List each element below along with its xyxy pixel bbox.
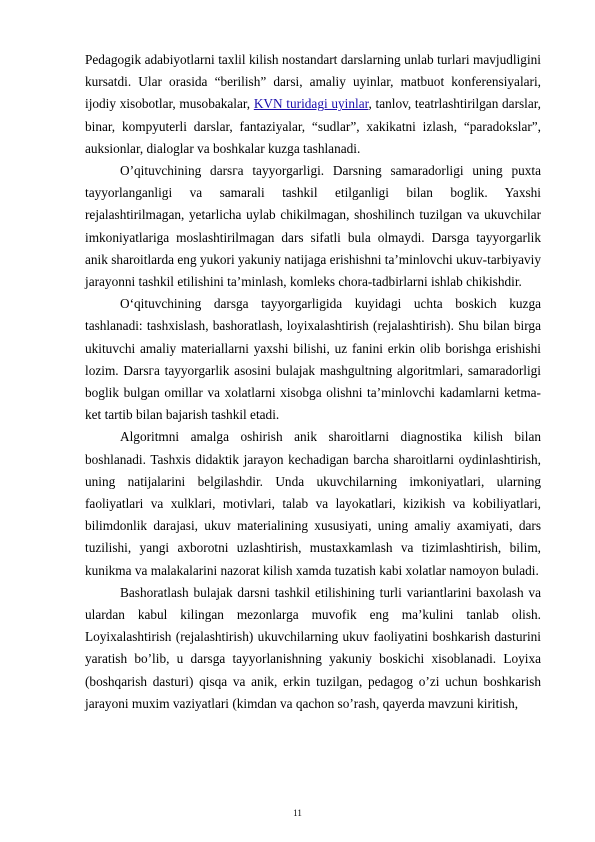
page-number: 11 bbox=[293, 808, 302, 818]
paragraph-1-text-start: Pedagogik adabiyotlarni taxlil kilish nostandart darslarning unlab turlari mavjudligini kursatdi. Ular orasida “berilish” darsi, amaliy uyinlar, matbuot konferensiyalari, ijodiy xisobotlar, musobakalar, bbox=[85, 52, 541, 112]
paragraph-3: O‘qituvchining darsga tayyorgarligida kuyidagi uchta boskich kuzga tashlanadi: tashxislash, bashoratlash, loyixalashtirish (rejalashtirish). Shu bilan birga ukituvchi amaliy materiallarni yaxshi bilishi, uz fanini erkin olib borishga erishishi lozim. Darsгa tayyorgarlik asosini bulajak mashgultning algoritmlari, samaradorligi boglik bulgan omillar va xolatlarni xisobga olishni ta’minlovchi kadamlarni ketma-ket tartib bilan bajarish tashkil etadi. bbox=[85, 296, 541, 423]
paragraph-2: O’qituvchining darsгa tayyorgarligi. Darsning samaradorligi uning puxta tayyorlanganligi va samarali tashkil etilganligi bilan boglik. Yaxshi rejalashtirilmagan, yetarlicha uylab chikilmagan, shoshilinch tuzilgan va ukuvchilar imkoniyatlariga moslashtirilmagan dars sifatli bula olmaydi. Darsga tayyorgarlik anik sharoitlarda eng yukori yakuniy natijaga erishishni ta’minlovchi ukuv-tarbiyaviy jarayonni tashkil etilishini ta’minlash, komleks chora-tadbirlarni ishlab chikishdir. bbox=[85, 163, 541, 290]
paragraph-1 bbox=[85, 49, 541, 160]
paragraph-4: Algoritmni amalga oshirish anik sharoitlarni diagnostika kilish bilan boshlanadi. Tashxis didaktik jarayon kechadigan barcha sharoitlarni oydinlashtirish, uning natijalarini belgilashdir. Unda ukuvchilarning imkoniyatlari, ularning faoliyatlari va xulklari, motivlari, talab va layokatlari, kizikish va kobiliyatlari, bilimdonlik darajasi, ukuv materialining xususiyati, uning amaliy axamiyati, dars tuzilishi, yangi axborotni uzlashtirish, mustaxkamlash va tizimlashtirish, bilim, kunikma va malakalarini nazorat kilish xamda tuzatish kabi xolatlar namoyon buladi. bbox=[85, 429, 541, 578]
paragraph-1-text-end: , tanlov, teatrlashtirilgan darslar, binar, kompyuterli darslar, fantaziyalar, “sudlar”, xakikatni izlash, “paradokslar”, auksionlar, dialoglar va boshkalar kuzga tashlanadi. bbox=[85, 96, 542, 156]
document-body bbox=[85, 49, 541, 715]
kvn-games-link[interactable]: KVN turidagi uyinlar bbox=[253, 96, 369, 112]
paragraph-5: Bashoratlash bulajak darsni tashkil etilishining turli variantlarini baxolash va ulardan kabul kilingan mezonlarga muvofik eng ma’kulini tanlab olish. Loyixalashtirish (rejalashtirish) ukuvchilarning ukuv faoliyatini boshkarish dasturini yaratish bo’lib, u darsga tayyorlanishning yakuniy boskichi xisoblanadi. Loyixa (boshqarish dasturi) qisqa va anik, erkin tuzilgan, pedagog o’zi uchun boshkarish jarayoni muxim vaziyatlari (kimdan va qachon so’rash, qayerda mavzuni kiritish, bbox=[85, 584, 541, 711]
